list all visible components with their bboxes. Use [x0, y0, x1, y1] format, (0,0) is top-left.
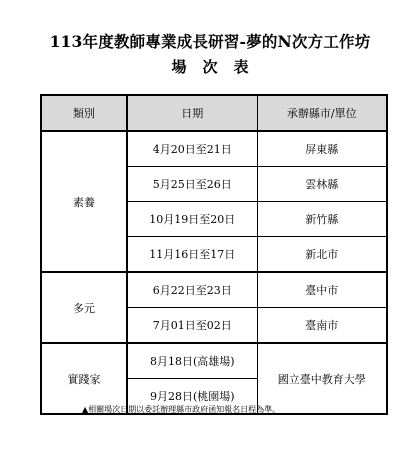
footnote: ▲相關場次日期以委託辦理縣市政府函知報名日程為準。 [82, 405, 281, 414]
date-cell: 4月20日至21日 [127, 131, 257, 167]
unit-cell: 屏東縣 [257, 131, 387, 167]
date-cell: 10月19日至20日 [127, 202, 257, 237]
table-row [41, 343, 387, 379]
unit-cell: 新北市 [257, 237, 387, 273]
table-row [41, 272, 387, 308]
category-cell-shijianjia: 實踐家 [41, 343, 127, 414]
date-cell: 7月01日至02日 [127, 308, 257, 344]
document-subtitle: 場次表 [171, 58, 265, 76]
unit-cell: 新竹縣 [257, 202, 387, 237]
unit-cell-shared: 國立臺中教育大學 [277, 372, 366, 386]
date-cell: 9月28日(桃園場) [127, 379, 257, 415]
schedule-table [40, 94, 388, 415]
category-cell-duoyuan: 多元 [41, 272, 127, 343]
date-cell: 8月18日(高雄場) [127, 343, 257, 379]
category-cell-suyang: 素養 [41, 131, 127, 272]
unit-cell: 臺中市 [257, 272, 387, 308]
header-date: 日期 [127, 95, 257, 131]
document-title: 113年度教師專業成長研習-夢的N次方工作坊 [49, 32, 371, 51]
date-cell: 5月25日至26日 [127, 167, 257, 202]
date-cell: 6月22日至23日 [127, 272, 257, 308]
date-cell: 11月16日至17日 [127, 237, 257, 273]
unit-cell: 雲林縣 [257, 167, 387, 202]
table-row [41, 131, 387, 167]
header-unit: 承辦縣市/單位 [257, 95, 387, 131]
unit-cell: 臺南市 [257, 308, 387, 344]
header-category: 類別 [41, 95, 127, 131]
table-header-row [41, 95, 387, 131]
